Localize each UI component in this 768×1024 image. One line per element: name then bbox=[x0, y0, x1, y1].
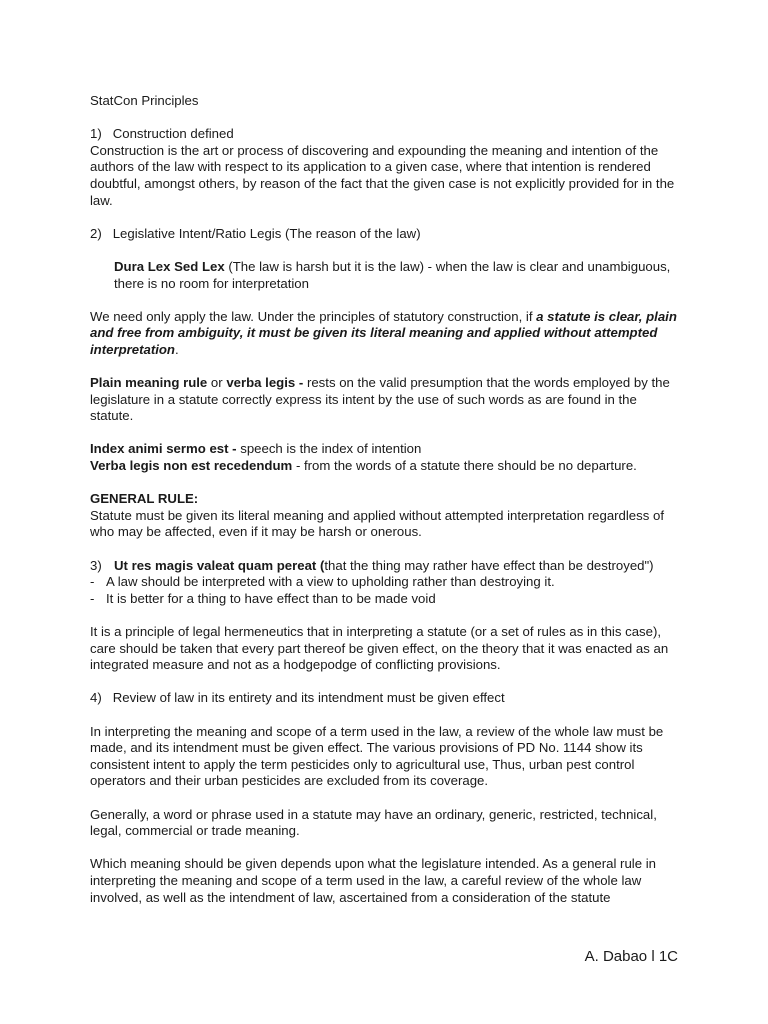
section-2-heading: 2) Legislative Intent/Ratio Legis (The reason of the law) bbox=[90, 225, 421, 241]
apply-law-end: . bbox=[175, 341, 179, 357]
plain-meaning-or: or bbox=[207, 375, 227, 391]
list-item-text: A law should be interpreted with a view to upholding rather than destroying it. bbox=[106, 574, 555, 590]
list-item bbox=[90, 574, 680, 591]
general-rule-text: Statute must be given its literal meaning and applied without attempted interpretation regardless of who may be affected, even if it may be harsh or onerous. bbox=[90, 507, 664, 540]
verba-legis-term: verba legis - bbox=[226, 375, 304, 391]
general-rule-heading bbox=[90, 491, 680, 508]
list-item bbox=[90, 591, 680, 608]
dura-lex-paragraph bbox=[90, 259, 680, 292]
apply-law-emphasis: a statute is clear, plain and free from ambiguity, it must be given its literal meaning and applied without attempted interpretation bbox=[90, 308, 677, 357]
general-rule-label: GENERAL RULE: bbox=[90, 491, 199, 507]
verba-legis-text: - from the words of a statute there should be no departure. bbox=[292, 458, 637, 474]
section-1-body: Construction is the art or process of discovering and expounding the meaning and intention of the authors of the law with respect to its application to a given case, where that intention is rendered doubtful, amongst others, by reason of the fact that the given case is not explicitly provided for in the law. bbox=[90, 142, 675, 208]
verba-legis-line bbox=[90, 458, 680, 475]
plain-meaning-term: Plain meaning rule bbox=[90, 375, 208, 391]
plain-meaning-text: rests on the valid presumption that the words employed by the legislature in a statute correctly express its intent by the use of such words as are found in the statute. bbox=[90, 375, 670, 424]
document-title: StatCon Principles bbox=[90, 93, 199, 108]
section-1-heading: 1) Construction defined bbox=[90, 126, 234, 142]
section-3-heading bbox=[90, 558, 680, 575]
index-animi-line bbox=[90, 441, 680, 458]
section-3-heading-text: that the thing may rather have effect than be destroyed") bbox=[324, 557, 654, 573]
list-item-text: It is better for a thing to have effect than to be made void bbox=[106, 590, 436, 606]
document-page bbox=[90, 93, 680, 906]
index-animi-text: speech is the index of intention bbox=[236, 441, 422, 457]
apply-law-text: We need only apply the law. Under the principles of statutory construction, if bbox=[90, 308, 537, 324]
section-3-bullet-list bbox=[90, 574, 680, 607]
section-4-paragraph-1: In interpreting the meaning and scope of a term used in the law, a review of the whole law must be made, and its intendment must be given effect. The various provisions of PD No. 1144 show its consistent intent to apply the term pesticides only to agricultural use, Thus, urban pest control operators and their urban pesticides are excluded from its coverage. bbox=[90, 723, 664, 789]
plain-meaning-paragraph bbox=[90, 375, 680, 425]
section-4-paragraph-2: Generally, a word or phrase used in a statute may have an ordinary, generic, restricted, technical, legal, commercial or trade meaning. bbox=[90, 806, 657, 839]
index-animi-term: Index animi sermo est - bbox=[90, 441, 237, 457]
apply-law-paragraph bbox=[90, 309, 680, 359]
bullet-dash: - bbox=[90, 574, 95, 590]
section-4-heading: 4) Review of law in its entirety and its intendment must be given effect bbox=[90, 690, 505, 706]
verba-legis-recedendum-term: Verba legis non est recedendum bbox=[90, 458, 293, 474]
bullet-dash: - bbox=[90, 590, 95, 606]
section-3-term: Ut res magis valeat quam pereat ( bbox=[114, 557, 325, 573]
section-4-paragraph-3: Which meaning should be given depends upon what the legislature intended. As a general rule in interpreting the meaning and scope of a term used in the law, a careful review of the whole law involved, as well as the intendment of law, ascertained from a consideration of the statute bbox=[90, 856, 656, 905]
page-footer-author: A. Dabao l 1C bbox=[584, 948, 678, 965]
dura-lex-text: (The law is harsh but it is the law) - when the law is clear and unambiguous, there is no room for interpretation bbox=[114, 258, 671, 291]
section-3-body: It is a principle of legal hermeneutics that in interpreting a statute (or a set of rules as in this case), care should be taken that every part thereof be given effect, on the theory that it was enacted as an integrated measure and not as a hodgepodge of conflicting provisions. bbox=[90, 624, 669, 673]
dura-lex-term: Dura Lex Sed Lex bbox=[114, 258, 225, 274]
section-3-number: 3) bbox=[90, 557, 102, 573]
